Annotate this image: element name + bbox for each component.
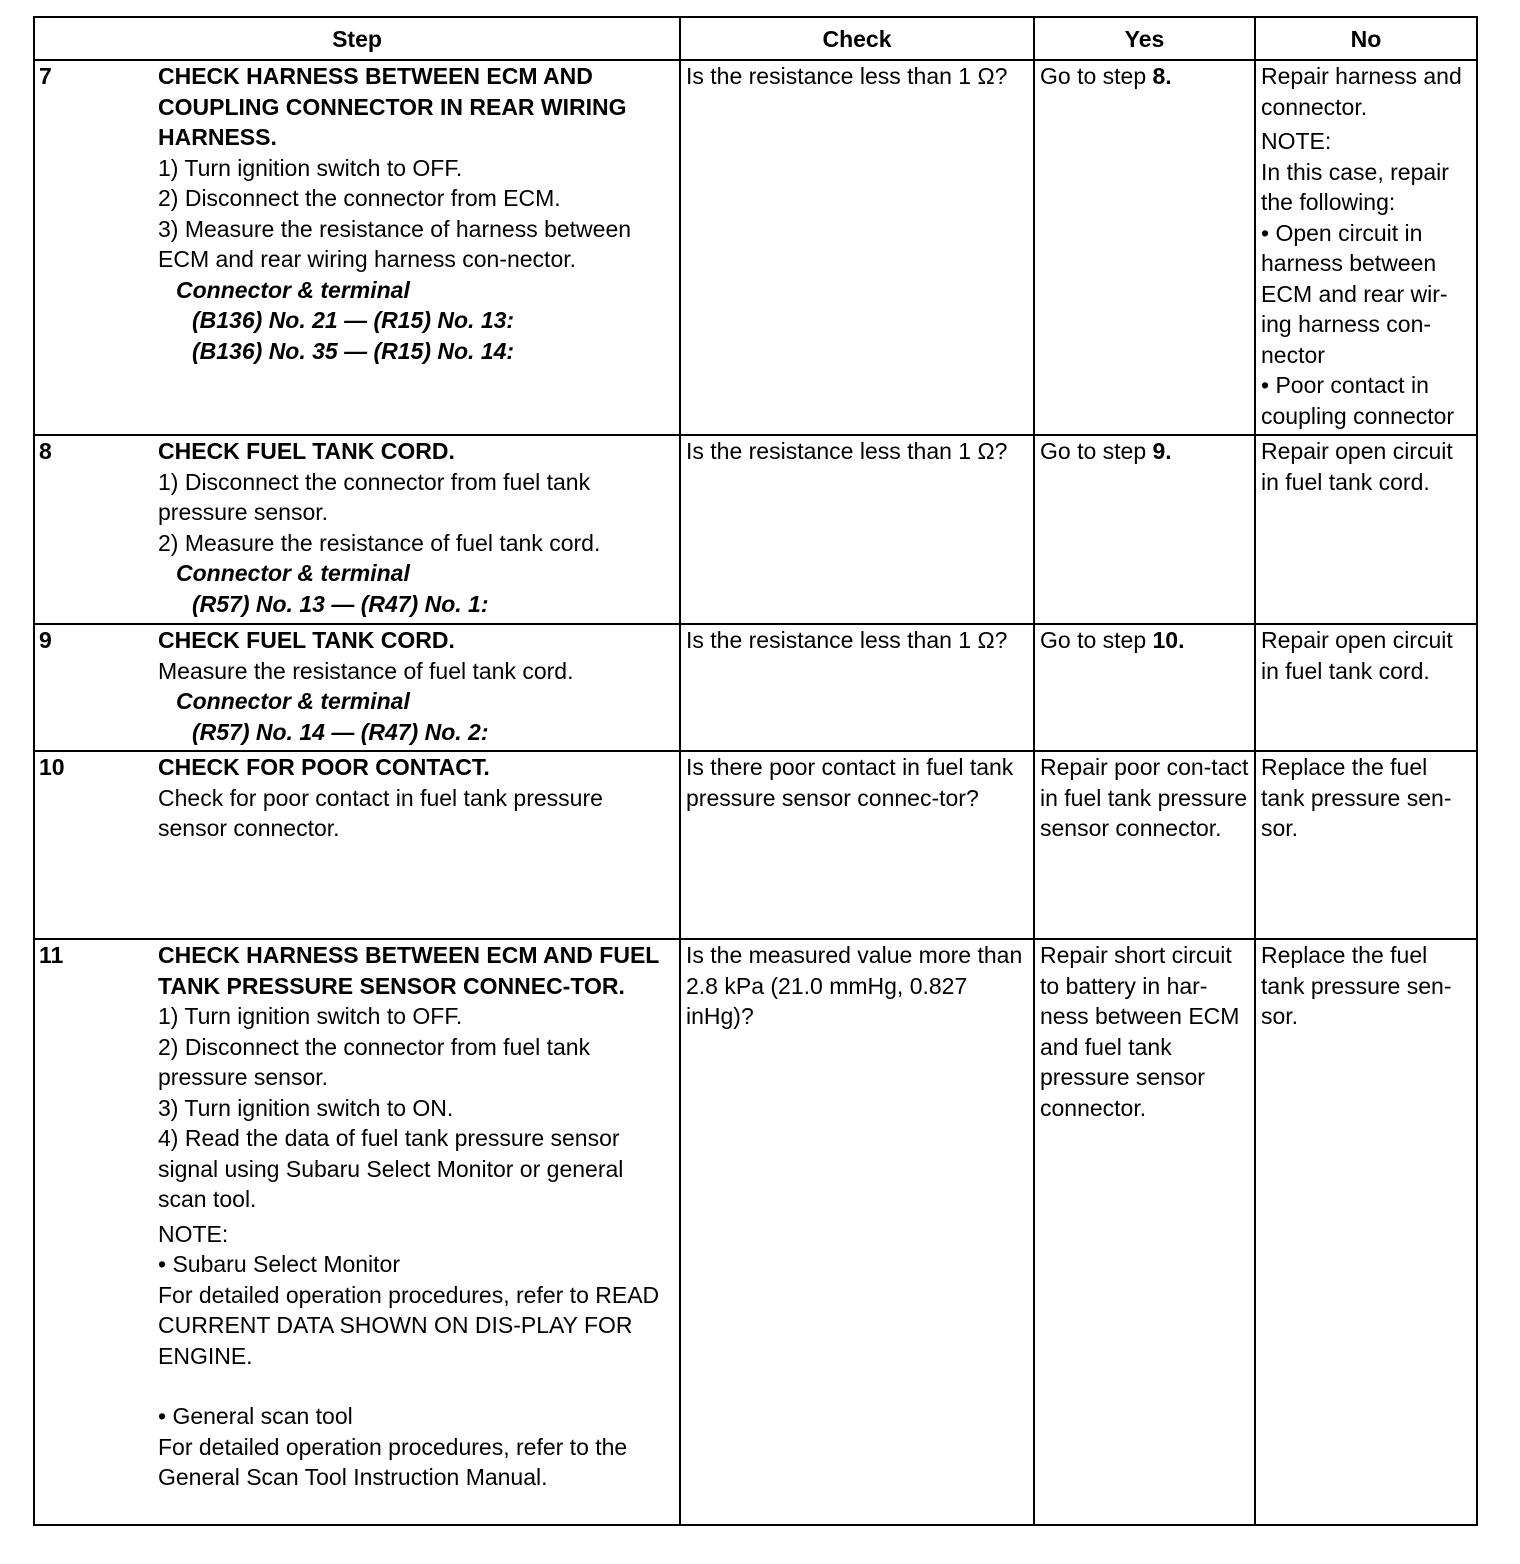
terminal-spec: (R57) No. 14 — (R47) No. 2: — [192, 718, 489, 745]
step-item: 2) Measure the resistance of fuel tank cord. — [158, 529, 601, 556]
diagnostic-table — [33, 16, 1478, 1526]
no-cell: Replace the fuel tank pressure sen-sor. — [1255, 751, 1477, 939]
step-number: 11 — [39, 942, 64, 968]
yes-step-link: 10. — [1152, 627, 1185, 653]
header-no: No — [1255, 17, 1477, 60]
note-text: In this case, repair the following: — [1261, 158, 1449, 215]
terminal-spec: (B136) No. 35 — (R15) No. 14: — [192, 337, 515, 364]
note-label: NOTE: — [1261, 128, 1332, 154]
table-row-step-11 — [34, 939, 1477, 1525]
step-cell — [34, 435, 680, 624]
yes-cell — [1034, 624, 1255, 751]
note-bullet: • Open circuit in harness between ECM and rear wir-ing harness con-nector — [1261, 219, 1448, 368]
step-item: 1) Turn ignition switch to OFF. — [158, 1003, 463, 1029]
yes-step-link: 8. — [1152, 63, 1172, 89]
step-number: 7 — [39, 63, 52, 89]
header-row — [34, 17, 1477, 60]
step-cell — [34, 624, 680, 751]
step-item: 3) Measure the resistance of harness between ECM and rear wiring harness con-nector. — [158, 215, 632, 272]
table-row-step-10 — [34, 751, 1477, 939]
connector-label: Connector & terminal — [176, 276, 410, 303]
table-row-step-7 — [34, 60, 1477, 435]
check-cell: Is there poor contact in fuel tank pressure sensor connec-tor? — [680, 751, 1034, 939]
header-check: Check — [680, 17, 1034, 60]
yes-step-link: 9. — [1152, 438, 1172, 464]
note-bullet: • Poor contact in coupling connector — [1261, 372, 1455, 429]
yes-cell: Repair short circuit to battery in har-ness between ECM and fuel tank pressure sensor connector. — [1034, 939, 1255, 1525]
step-title: CHECK FUEL TANK CORD. — [158, 438, 455, 464]
note-bullet: • General scan tool — [158, 1403, 353, 1429]
step-cell — [34, 60, 680, 435]
no-text: Repair harness and connector. — [1261, 63, 1462, 120]
step-item: Check for poor contact in fuel tank pressure sensor connector. — [158, 784, 603, 841]
yes-text: Go to step — [1040, 438, 1153, 464]
step-title: CHECK HARNESS BETWEEN ECM AND COUPLING CONNECTOR IN REAR WIRING HARNESS. — [158, 63, 627, 150]
step-item: 3) Turn ignition switch to ON. — [158, 1094, 454, 1121]
step-cell — [34, 751, 680, 939]
connector-label: Connector & terminal — [176, 688, 410, 714]
step-title: CHECK FOR POOR CONTACT. — [158, 754, 490, 780]
check-cell: Is the resistance less than 1 Ω? — [680, 435, 1034, 624]
step-item: 2) Disconnect the connector from ECM. — [158, 185, 561, 211]
check-cell: Is the measured value more than 2.8 kPa (21.0 mmHg, 0.827 inHg)? — [680, 939, 1034, 1525]
step-item: 1) Turn ignition switch to OFF. — [158, 154, 463, 181]
note-text: For detailed operation procedures, refer to the General Scan Tool Instruction Manual. — [158, 1433, 628, 1490]
step-number: 9 — [39, 627, 52, 653]
connector-label: Connector & terminal — [176, 560, 410, 586]
terminal-spec: (R57) No. 13 — (R47) No. 1: — [192, 590, 489, 617]
no-cell — [1255, 60, 1477, 435]
diagnostic-table-page — [33, 16, 1476, 1526]
yes-cell — [1034, 435, 1255, 624]
no-cell: Repair open circuit in fuel tank cord. — [1255, 435, 1477, 624]
yes-cell — [1034, 60, 1255, 435]
header-step: Step — [34, 17, 680, 60]
step-item: 1) Disconnect the connector from fuel tank pressure sensor. — [158, 468, 591, 525]
header-yes: Yes — [1034, 17, 1255, 60]
note-bullet: • Subaru Select Monitor — [158, 1251, 401, 1277]
spacer — [158, 1371, 675, 1401]
table-row-step-8 — [34, 435, 1477, 624]
terminal-spec: (B136) No. 21 — (R15) No. 13: — [192, 307, 515, 333]
yes-text: Go to step — [1040, 63, 1153, 89]
step-number: 10 — [39, 754, 65, 780]
step-item: 4) Read the data of fuel tank pressure sensor signal using Subaru Select Monitor or general scan tool. — [158, 1125, 624, 1212]
yes-text: Go to step — [1040, 627, 1153, 653]
no-cell: Repair open circuit in fuel tank cord. — [1255, 624, 1477, 751]
step-cell — [34, 939, 680, 1525]
step-item: 2) Disconnect the connector from fuel tank pressure sensor. — [158, 1033, 591, 1090]
note-label: NOTE: — [158, 1220, 229, 1247]
step-title: CHECK HARNESS BETWEEN ECM AND FUEL TANK PRESSURE SENSOR CONNEC-TOR. — [158, 942, 659, 999]
check-cell: Is the resistance less than 1 Ω? — [680, 624, 1034, 751]
step-number: 8 — [39, 438, 52, 464]
step-item: Measure the resistance of fuel tank cord. — [158, 657, 574, 684]
step-title: CHECK FUEL TANK CORD. — [158, 627, 455, 653]
check-cell: Is the resistance less than 1 Ω? — [680, 60, 1034, 435]
no-cell: Replace the fuel tank pressure sen-sor. — [1255, 939, 1477, 1525]
table-row-step-9 — [34, 624, 1477, 751]
yes-cell: Repair poor con-tact in fuel tank pressure sensor connector. — [1034, 751, 1255, 939]
note-text: For detailed operation procedures, refer to READ CURRENT DATA SHOWN ON DIS-PLAY FOR ENGINE. — [158, 1281, 660, 1369]
